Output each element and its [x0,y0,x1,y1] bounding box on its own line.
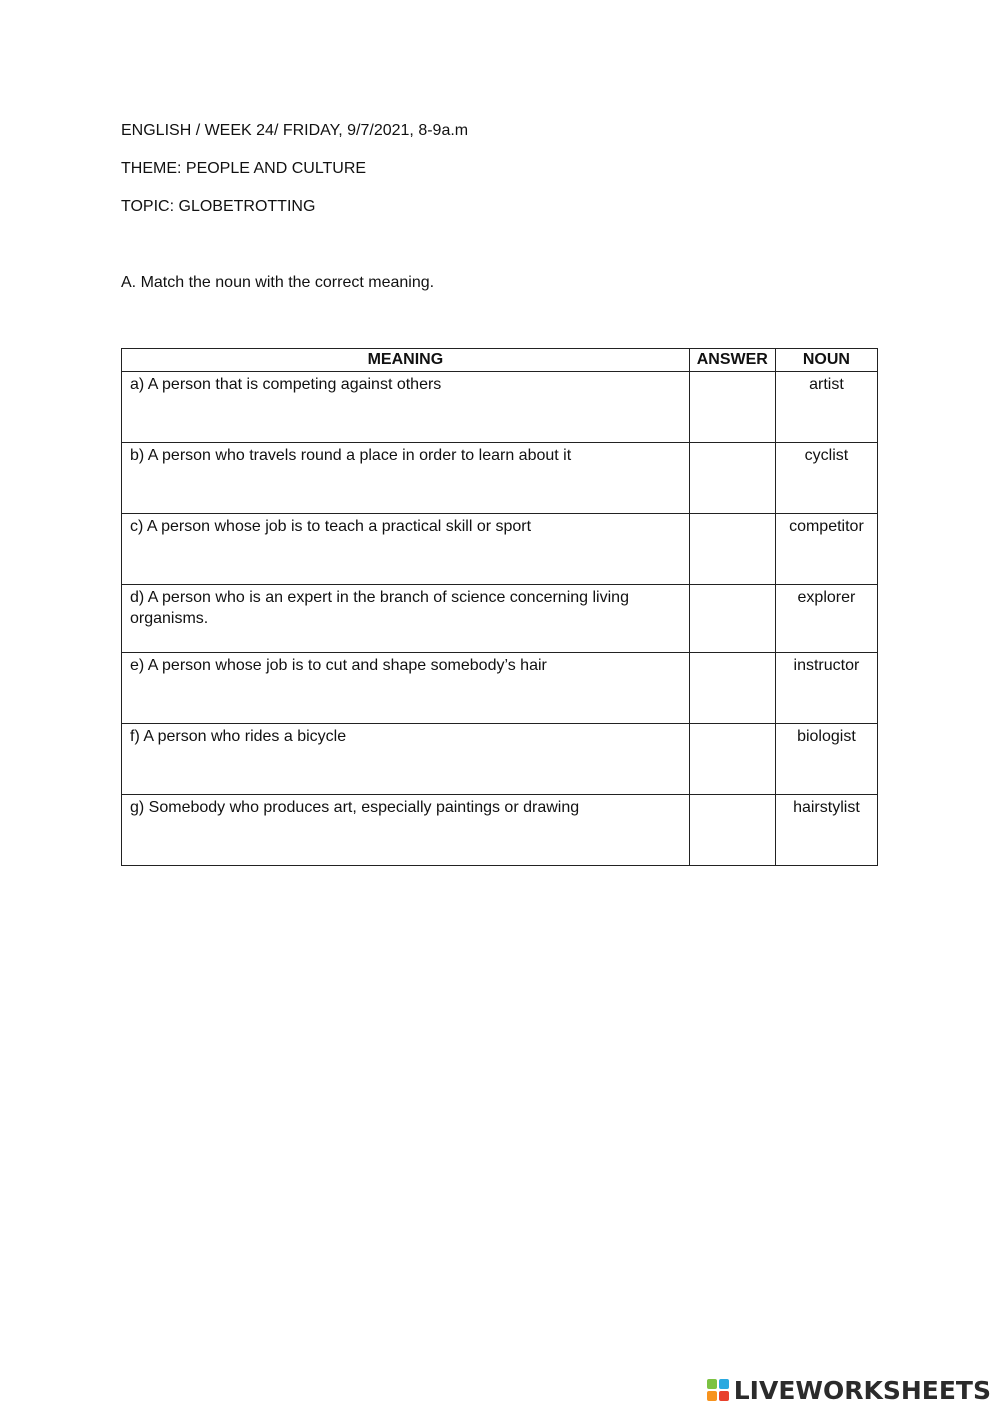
meaning-cell: f) A person who rides a bicycle [122,724,690,795]
noun-cell: hairstylist [775,795,877,866]
matching-table [121,348,878,866]
answer-cell[interactable] [689,795,775,866]
meaning-cell: g) Somebody who produces art, especially paintings or drawing [122,795,690,866]
answer-cell[interactable] [689,653,775,724]
answer-header: ANSWER [689,349,775,372]
table-row [122,372,878,443]
logo-square-orange [707,1391,717,1401]
answer-input[interactable] [690,724,775,794]
answer-cell[interactable] [689,585,775,653]
header-line: ENGLISH / WEEK 24/ FRIDAY, 9/7/2021, 8-9a.m [121,122,469,139]
answer-input[interactable] [690,514,775,584]
table-row [122,795,878,866]
liveworksheets-logo-icon [707,1379,731,1403]
table-row [122,653,878,724]
instruction-text: A. Match the noun with the correct meaning. [121,274,435,291]
brand-name: LIVEWORKSHEETS [733,1376,991,1405]
answer-input[interactable] [690,372,775,442]
table-row [122,443,878,514]
noun-cell: explorer [775,585,877,653]
topic-line: TOPIC: GLOBETROTTING [121,198,316,215]
meaning-cell: e) A person whose job is to cut and shape somebody’s hair [122,653,690,724]
table-header-row [122,349,878,372]
noun-header: NOUN [775,349,877,372]
answer-cell[interactable] [689,724,775,795]
answer-input[interactable] [690,443,775,513]
noun-cell: competitor [775,514,877,585]
meaning-cell: b) A person who travels round a place in order to learn about it [122,443,690,514]
table-row [122,724,878,795]
noun-cell: artist [775,372,877,443]
meaning-cell: d) A person who is an expert in the branch of science concerning living organisms. [122,585,690,653]
answer-input[interactable] [690,585,775,652]
theme-line: THEME: PEOPLE AND CULTURE [121,160,367,177]
answer-input[interactable] [690,795,775,865]
logo-square-green [707,1379,717,1389]
table-row [122,514,878,585]
answer-input[interactable] [690,653,775,723]
answer-cell[interactable] [689,372,775,443]
noun-cell: biologist [775,724,877,795]
meaning-cell: a) A person that is competing against others [122,372,690,443]
liveworksheets-logo[interactable] [707,1376,991,1406]
noun-cell: cyclist [775,443,877,514]
logo-square-blue [719,1379,729,1389]
answer-cell[interactable] [689,443,775,514]
meaning-header: MEANING [122,349,690,372]
noun-cell: instructor [775,653,877,724]
logo-square-red [719,1391,729,1401]
meaning-cell: c) A person whose job is to teach a practical skill or sport [122,514,690,585]
answer-cell[interactable] [689,514,775,585]
table-row [122,585,878,653]
